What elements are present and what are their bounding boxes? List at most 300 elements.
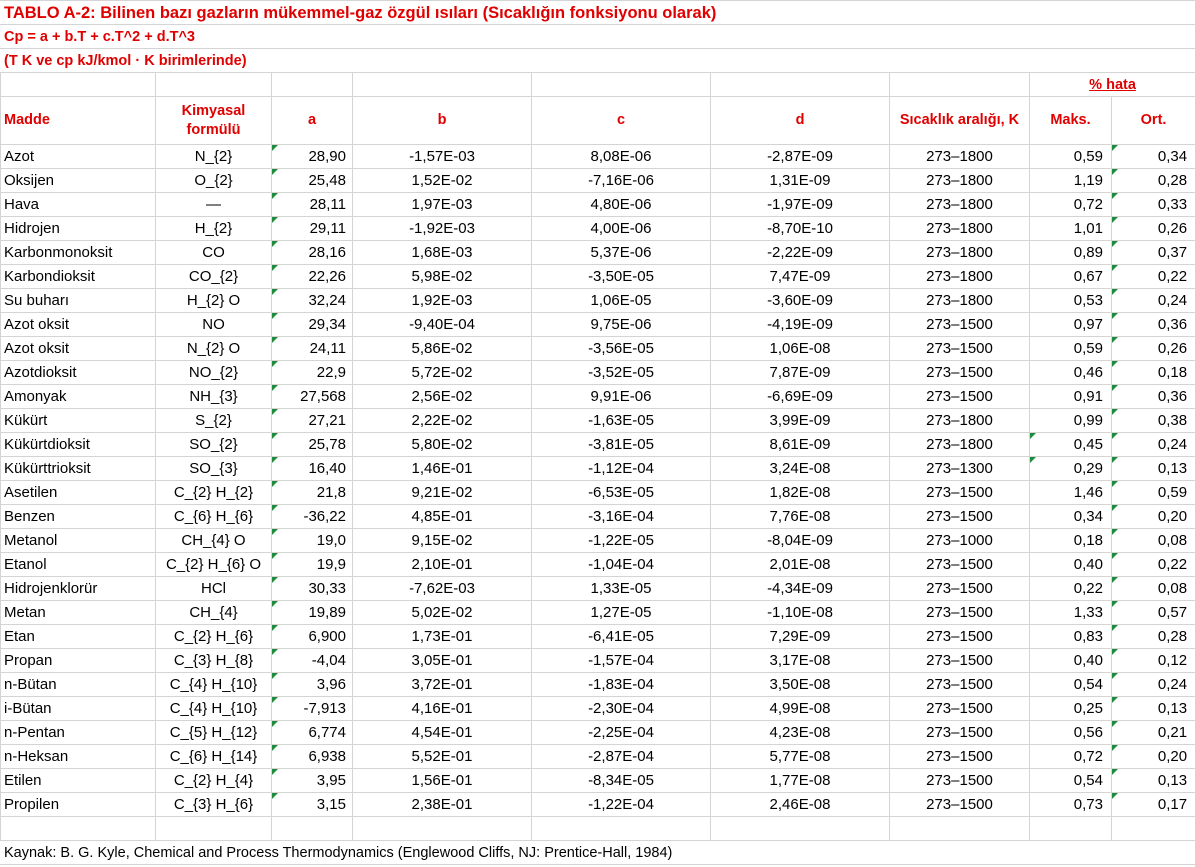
cell-c[interactable]: -8,34E-05 xyxy=(532,769,711,793)
cell-name[interactable]: Etilen xyxy=(1,769,156,793)
cell-a[interactable]: 16,40 xyxy=(272,457,353,481)
cell-avg[interactable]: 0,34 xyxy=(1112,145,1195,169)
cell-b[interactable]: 1,92E-03 xyxy=(353,289,532,313)
cell-d[interactable]: -8,70E-10 xyxy=(711,217,890,241)
cell-max[interactable]: 0,45 xyxy=(1030,433,1112,457)
cell-b[interactable]: 2,10E-01 xyxy=(353,553,532,577)
cell-max[interactable]: 1,19 xyxy=(1030,169,1112,193)
cell-a[interactable]: 19,0 xyxy=(272,529,353,553)
empty-cell[interactable] xyxy=(156,817,272,841)
cell-d[interactable]: 1,77E-08 xyxy=(711,769,890,793)
cell-max[interactable]: 0,72 xyxy=(1030,745,1112,769)
cell-b[interactable]: 9,21E-02 xyxy=(353,481,532,505)
table-row xyxy=(1,217,1195,241)
table-row xyxy=(1,529,1195,553)
cell-c[interactable]: -1,22E-05 xyxy=(532,529,711,553)
cell-range[interactable]: 273–1000 xyxy=(890,529,1030,553)
cell-formula[interactable]: CH_{4} O xyxy=(156,529,272,553)
cell-c[interactable]: 8,08E-06 xyxy=(532,145,711,169)
cell-max[interactable]: 0,83 xyxy=(1030,625,1112,649)
cell-avg[interactable]: 0,28 xyxy=(1112,625,1195,649)
cell-formula[interactable]: CO_{2} xyxy=(156,265,272,289)
cell-name[interactable]: Azotdioksit xyxy=(1,361,156,385)
cell-a[interactable]: 21,8 xyxy=(272,481,353,505)
cell-name[interactable]: Amonyak xyxy=(1,385,156,409)
cell-b[interactable]: 1,52E-02 xyxy=(353,169,532,193)
cell-b[interactable]: 1,56E-01 xyxy=(353,769,532,793)
cell-c[interactable]: 9,75E-06 xyxy=(532,313,711,337)
cell-formula[interactable]: N_{2} O xyxy=(156,337,272,361)
header-formula[interactable]: Kimyasal formülü xyxy=(156,97,272,145)
table-row xyxy=(1,625,1195,649)
cell-c[interactable]: -1,12E-04 xyxy=(532,457,711,481)
cell-name[interactable]: Hava xyxy=(1,193,156,217)
cell-c[interactable]: -2,25E-04 xyxy=(532,721,711,745)
header-row xyxy=(1,97,1195,145)
cell-name[interactable]: Kükürtdioksit xyxy=(1,433,156,457)
cell-avg[interactable]: 0,24 xyxy=(1112,673,1195,697)
cell-range[interactable]: 273–1500 xyxy=(890,553,1030,577)
cell-avg[interactable]: 0,37 xyxy=(1112,241,1195,265)
cell-d[interactable]: -4,19E-09 xyxy=(711,313,890,337)
cell-avg[interactable]: 0,13 xyxy=(1112,457,1195,481)
cell-range[interactable]: 273–1500 xyxy=(890,697,1030,721)
cell-name[interactable]: Etanol xyxy=(1,553,156,577)
cell-formula[interactable]: NO_{2} xyxy=(156,361,272,385)
cell-avg[interactable]: 0,26 xyxy=(1112,337,1195,361)
cell-b[interactable]: 5,52E-01 xyxy=(353,745,532,769)
cell-avg[interactable]: 0,33 xyxy=(1112,193,1195,217)
cell-range[interactable]: 273–1500 xyxy=(890,625,1030,649)
table-row xyxy=(1,433,1195,457)
cell-avg[interactable]: 0,57 xyxy=(1112,601,1195,625)
cell-name[interactable]: Propan xyxy=(1,649,156,673)
cell-formula[interactable]: CO xyxy=(156,241,272,265)
cell-name[interactable]: n-Pentan xyxy=(1,721,156,745)
cell-avg[interactable]: 0,59 xyxy=(1112,481,1195,505)
cell-name[interactable]: Karbondioksit xyxy=(1,265,156,289)
table-row xyxy=(1,313,1195,337)
cell-max[interactable]: 1,01 xyxy=(1030,217,1112,241)
cell-c[interactable]: 4,00E-06 xyxy=(532,217,711,241)
cell-max[interactable]: 1,46 xyxy=(1030,481,1112,505)
cell-range[interactable]: 273–1500 xyxy=(890,673,1030,697)
cell-c[interactable]: -3,56E-05 xyxy=(532,337,711,361)
cell-name[interactable]: Azot oksit xyxy=(1,313,156,337)
cell-formula[interactable]: C_{3} H_{8} xyxy=(156,649,272,673)
cell-d[interactable]: 3,50E-08 xyxy=(711,673,890,697)
cell-d[interactable]: -2,87E-09 xyxy=(711,145,890,169)
cell-b[interactable]: 3,05E-01 xyxy=(353,649,532,673)
cell-b[interactable]: 9,15E-02 xyxy=(353,529,532,553)
cell-b[interactable]: 3,72E-01 xyxy=(353,673,532,697)
cell-c[interactable]: -6,53E-05 xyxy=(532,481,711,505)
cell-name[interactable]: i-Bütan xyxy=(1,697,156,721)
cell-d[interactable]: 7,87E-09 xyxy=(711,361,890,385)
cell-d[interactable]: 2,01E-08 xyxy=(711,553,890,577)
empty-cell[interactable] xyxy=(353,817,532,841)
cell-b[interactable]: 1,46E-01 xyxy=(353,457,532,481)
cell-avg[interactable]: 0,36 xyxy=(1112,385,1195,409)
cell-b[interactable]: 2,56E-02 xyxy=(353,385,532,409)
cell-avg[interactable]: 0,18 xyxy=(1112,361,1195,385)
cp-formula[interactable]: Cp = a + b.T + c.T^2 + d.T^3 xyxy=(1,25,1195,49)
cell-range[interactable]: 273–1500 xyxy=(890,481,1030,505)
cell-d[interactable]: 7,47E-09 xyxy=(711,265,890,289)
cell-a[interactable]: 6,938 xyxy=(272,745,353,769)
cell-a[interactable]: 19,89 xyxy=(272,601,353,625)
cell-b[interactable]: 1,97E-03 xyxy=(353,193,532,217)
cell-range[interactable]: 273–1300 xyxy=(890,457,1030,481)
cell-c[interactable]: -1,83E-04 xyxy=(532,673,711,697)
cell-range[interactable]: 273–1800 xyxy=(890,265,1030,289)
cell-d[interactable]: -2,22E-09 xyxy=(711,241,890,265)
cell-range[interactable]: 273–1500 xyxy=(890,601,1030,625)
cell-formula[interactable]: C_{2} H_{4} xyxy=(156,769,272,793)
cell-name[interactable]: Azot oksit xyxy=(1,337,156,361)
cell-a[interactable]: 30,33 xyxy=(272,577,353,601)
cell-formula[interactable]: H_{2} xyxy=(156,217,272,241)
cell-range[interactable]: 273–1800 xyxy=(890,289,1030,313)
error-group-label: % hata xyxy=(1089,76,1136,93)
cell-b[interactable]: -9,40E-04 xyxy=(353,313,532,337)
cell-range[interactable]: 273–1500 xyxy=(890,385,1030,409)
cell-b[interactable]: 5,02E-02 xyxy=(353,601,532,625)
cell-max[interactable]: 0,54 xyxy=(1030,769,1112,793)
table-row xyxy=(1,193,1195,217)
cell-d[interactable]: 3,99E-09 xyxy=(711,409,890,433)
table-row xyxy=(1,745,1195,769)
cell-max[interactable]: 0,25 xyxy=(1030,697,1112,721)
cell-formula[interactable]: O_{2} xyxy=(156,169,272,193)
cell-avg[interactable]: 0,38 xyxy=(1112,409,1195,433)
cell-d[interactable]: 7,29E-09 xyxy=(711,625,890,649)
cell-formula[interactable]: NO xyxy=(156,313,272,337)
cell-b[interactable]: -1,57E-03 xyxy=(353,145,532,169)
cell-c[interactable]: -1,57E-04 xyxy=(532,649,711,673)
table-row xyxy=(1,169,1195,193)
empty-cell[interactable] xyxy=(1,817,156,841)
header-max[interactable]: Maks. xyxy=(1030,97,1112,145)
cell-range[interactable]: 273–1800 xyxy=(890,433,1030,457)
cell-name[interactable]: n-Bütan xyxy=(1,673,156,697)
cell-b[interactable]: 4,16E-01 xyxy=(353,697,532,721)
cell-formula[interactable]: C_{6} H_{14} xyxy=(156,745,272,769)
table-row xyxy=(1,409,1195,433)
cell-c[interactable]: 9,91E-06 xyxy=(532,385,711,409)
cell-a[interactable]: 25,78 xyxy=(272,433,353,457)
empty-cell[interactable] xyxy=(532,817,711,841)
cell-range[interactable]: 273–1500 xyxy=(890,745,1030,769)
cell-name[interactable]: Su buharı xyxy=(1,289,156,313)
cell-avg[interactable]: 0,24 xyxy=(1112,433,1195,457)
cell-c[interactable]: -2,30E-04 xyxy=(532,697,711,721)
cell-range[interactable]: 273–1500 xyxy=(890,313,1030,337)
cell-a[interactable]: 24,11 xyxy=(272,337,353,361)
cell-d[interactable]: -8,04E-09 xyxy=(711,529,890,553)
cell-a[interactable]: -7,913 xyxy=(272,697,353,721)
cell-b[interactable]: 5,72E-02 xyxy=(353,361,532,385)
cell-max[interactable]: 0,99 xyxy=(1030,409,1112,433)
cell-b[interactable]: -7,62E-03 xyxy=(353,577,532,601)
cell-name[interactable]: Kükürt xyxy=(1,409,156,433)
cell-avg[interactable]: 0,13 xyxy=(1112,697,1195,721)
cell-formula[interactable]: H_{2} O xyxy=(156,289,272,313)
cell-max[interactable]: 0,91 xyxy=(1030,385,1112,409)
cell-formula[interactable]: C_{6} H_{6} xyxy=(156,505,272,529)
table-row xyxy=(1,505,1195,529)
cell-a[interactable]: 29,34 xyxy=(272,313,353,337)
empty-cell[interactable] xyxy=(1030,817,1112,841)
cell-formula[interactable]: C_{3} H_{6} xyxy=(156,793,272,817)
empty-cell[interactable] xyxy=(890,817,1030,841)
cell-max[interactable]: 0,67 xyxy=(1030,265,1112,289)
cell-range[interactable]: 273–1800 xyxy=(890,241,1030,265)
cell-a[interactable]: 22,26 xyxy=(272,265,353,289)
cell-b[interactable]: 1,68E-03 xyxy=(353,241,532,265)
cell-a[interactable]: 28,11 xyxy=(272,193,353,217)
cell-name[interactable]: Asetilen xyxy=(1,481,156,505)
cell-avg[interactable]: 0,20 xyxy=(1112,505,1195,529)
cell-range[interactable]: 273–1800 xyxy=(890,193,1030,217)
cell-max[interactable]: 1,33 xyxy=(1030,601,1112,625)
title-row xyxy=(1,1,1195,25)
cell-max[interactable]: 0,54 xyxy=(1030,673,1112,697)
empty-row xyxy=(1,817,1195,841)
cell-name[interactable]: Propilen xyxy=(1,793,156,817)
cell-avg[interactable]: 0,17 xyxy=(1112,793,1195,817)
cell-c[interactable]: 1,27E-05 xyxy=(532,601,711,625)
table-row xyxy=(1,601,1195,625)
cell-max[interactable]: 0,22 xyxy=(1030,577,1112,601)
table-row xyxy=(1,385,1195,409)
cell-c[interactable]: -1,04E-04 xyxy=(532,553,711,577)
cell-c[interactable]: -3,52E-05 xyxy=(532,361,711,385)
table-row xyxy=(1,697,1195,721)
cell-max[interactable]: 0,72 xyxy=(1030,193,1112,217)
cell-formula[interactable]: HCl xyxy=(156,577,272,601)
source-citation[interactable]: Kaynak: B. G. Kyle, Chemical and Process Thermodynamics (Englewood Cliffs, NJ: Prentice-Hall, 1984) xyxy=(1,841,1195,865)
cell-name[interactable]: Hidrojenklorür xyxy=(1,577,156,601)
cell-name[interactable]: n-Heksan xyxy=(1,745,156,769)
cell-a[interactable]: 27,568 xyxy=(272,385,353,409)
cell-formula[interactable]: NH_{3} xyxy=(156,385,272,409)
cell-name[interactable]: Azot xyxy=(1,145,156,169)
cell-c[interactable]: -3,16E-04 xyxy=(532,505,711,529)
table-title[interactable]: TABLO A-2: Bilinen bazı gazların mükemmel-gaz özgül ısıları (Sıcaklığın fonksiyonu olarak) xyxy=(1,1,1195,25)
cell-range[interactable]: 273–1500 xyxy=(890,649,1030,673)
table-row xyxy=(1,265,1195,289)
cell-formula[interactable]: SO_{2} xyxy=(156,433,272,457)
cell-max[interactable]: 0,73 xyxy=(1030,793,1112,817)
cell-c[interactable]: -7,16E-06 xyxy=(532,169,711,193)
empty-cell[interactable] xyxy=(272,817,353,841)
cell-range[interactable]: 273–1800 xyxy=(890,169,1030,193)
cell-c[interactable]: -1,63E-05 xyxy=(532,409,711,433)
cell-range[interactable]: 273–1500 xyxy=(890,793,1030,817)
cell-a[interactable]: 3,95 xyxy=(272,769,353,793)
cell-avg[interactable]: 0,26 xyxy=(1112,217,1195,241)
cell-range[interactable]: 273–1800 xyxy=(890,145,1030,169)
cell-name[interactable]: Etan xyxy=(1,625,156,649)
cell-range[interactable]: 273–1500 xyxy=(890,505,1030,529)
cell-avg[interactable]: 0,24 xyxy=(1112,289,1195,313)
cell-formula[interactable]: — xyxy=(156,193,272,217)
cell-d[interactable]: 1,82E-08 xyxy=(711,481,890,505)
cell-a[interactable]: 28,16 xyxy=(272,241,353,265)
cell-avg[interactable]: 0,12 xyxy=(1112,649,1195,673)
cell-avg[interactable]: 0,13 xyxy=(1112,769,1195,793)
cell-d[interactable]: -6,69E-09 xyxy=(711,385,890,409)
empty-cell[interactable] xyxy=(1112,817,1195,841)
table-row xyxy=(1,769,1195,793)
cell-d[interactable]: 1,31E-09 xyxy=(711,169,890,193)
cell-max[interactable]: 0,89 xyxy=(1030,241,1112,265)
cell-name[interactable]: Karbonmonoksit xyxy=(1,241,156,265)
cell-name[interactable]: Hidrojen xyxy=(1,217,156,241)
cell-max[interactable]: 0,29 xyxy=(1030,457,1112,481)
cell-a[interactable]: -4,04 xyxy=(272,649,353,673)
cell-range[interactable]: 273–1800 xyxy=(890,217,1030,241)
cell-formula[interactable]: C_{4} H_{10} xyxy=(156,697,272,721)
cell-range[interactable]: 273–1500 xyxy=(890,577,1030,601)
cell-avg[interactable]: 0,28 xyxy=(1112,169,1195,193)
cell-max[interactable]: 0,40 xyxy=(1030,649,1112,673)
cell-a[interactable]: 3,96 xyxy=(272,673,353,697)
cell-range[interactable]: 273–1500 xyxy=(890,721,1030,745)
cell-c[interactable]: 4,80E-06 xyxy=(532,193,711,217)
header-avg[interactable]: Ort. xyxy=(1112,97,1195,145)
cell-a[interactable]: 32,24 xyxy=(272,289,353,313)
cell-avg[interactable]: 0,20 xyxy=(1112,745,1195,769)
cell-formula[interactable]: SO_{3} xyxy=(156,457,272,481)
cell-b[interactable]: 2,22E-02 xyxy=(353,409,532,433)
cell-formula[interactable]: S_{2} xyxy=(156,409,272,433)
header-d[interactable]: d xyxy=(711,97,890,145)
cell-name[interactable]: Oksijen xyxy=(1,169,156,193)
cell-d[interactable]: 1,06E-08 xyxy=(711,337,890,361)
cell-a[interactable]: 28,90 xyxy=(272,145,353,169)
cell-a[interactable]: 19,9 xyxy=(272,553,353,577)
cell-b[interactable]: 5,86E-02 xyxy=(353,337,532,361)
cell-a[interactable]: 25,48 xyxy=(272,169,353,193)
header-a[interactable]: a xyxy=(272,97,353,145)
header-range[interactable]: Sıcaklık aralığı, K xyxy=(890,97,1030,145)
cell-d[interactable]: 4,23E-08 xyxy=(711,721,890,745)
cell-b[interactable]: 5,98E-02 xyxy=(353,265,532,289)
cell-b[interactable]: 4,85E-01 xyxy=(353,505,532,529)
cell-avg[interactable]: 0,08 xyxy=(1112,577,1195,601)
cell-a[interactable]: -36,22 xyxy=(272,505,353,529)
cell-c[interactable]: -3,81E-05 xyxy=(532,433,711,457)
cell-formula[interactable]: C_{2} H_{2} xyxy=(156,481,272,505)
table-row xyxy=(1,241,1195,265)
cell-avg[interactable]: 0,21 xyxy=(1112,721,1195,745)
cell-b[interactable]: 1,73E-01 xyxy=(353,625,532,649)
cell-range[interactable]: 273–1500 xyxy=(890,361,1030,385)
header-substance[interactable]: Madde xyxy=(1,97,156,145)
cell-d[interactable]: -1,10E-08 xyxy=(711,601,890,625)
cell-name[interactable]: Metan xyxy=(1,601,156,625)
units-row xyxy=(1,49,1195,73)
cell-max[interactable]: 0,56 xyxy=(1030,721,1112,745)
header-b[interactable]: b xyxy=(353,97,532,145)
error-group-header[interactable] xyxy=(1030,73,1195,97)
cell-d[interactable]: 4,99E-08 xyxy=(711,697,890,721)
table-row xyxy=(1,337,1195,361)
cell-max[interactable]: 0,18 xyxy=(1030,529,1112,553)
cell-avg[interactable]: 0,08 xyxy=(1112,529,1195,553)
cell-avg[interactable]: 0,22 xyxy=(1112,553,1195,577)
cell-formula[interactable]: N_{2} xyxy=(156,145,272,169)
cell-b[interactable]: 2,38E-01 xyxy=(353,793,532,817)
header-c[interactable]: c xyxy=(532,97,711,145)
cell-c[interactable]: -6,41E-05 xyxy=(532,625,711,649)
cell-range[interactable]: 273–1800 xyxy=(890,409,1030,433)
cell-d[interactable]: 7,76E-08 xyxy=(711,505,890,529)
cell-d[interactable]: 3,17E-08 xyxy=(711,649,890,673)
cell-d[interactable]: 5,77E-08 xyxy=(711,745,890,769)
cell-max[interactable]: 0,59 xyxy=(1030,337,1112,361)
cell-d[interactable]: -1,97E-09 xyxy=(711,193,890,217)
error-group-row xyxy=(1,73,1195,97)
cell-a[interactable]: 3,15 xyxy=(272,793,353,817)
empty-cell[interactable] xyxy=(711,817,890,841)
units-note[interactable]: (T K ve cp kJ/kmol · K birimlerinde) xyxy=(1,49,1195,73)
cell-name[interactable]: Metanol xyxy=(1,529,156,553)
cell-b[interactable]: 5,80E-02 xyxy=(353,433,532,457)
cell-b[interactable]: 4,54E-01 xyxy=(353,721,532,745)
cell-name[interactable]: Benzen xyxy=(1,505,156,529)
cell-avg[interactable]: 0,36 xyxy=(1112,313,1195,337)
cell-d[interactable]: 8,61E-09 xyxy=(711,433,890,457)
cell-formula[interactable]: C_{5} H_{12} xyxy=(156,721,272,745)
cell-d[interactable]: 3,24E-08 xyxy=(711,457,890,481)
cell-avg[interactable]: 0,22 xyxy=(1112,265,1195,289)
cell-c[interactable]: 5,37E-06 xyxy=(532,241,711,265)
cell-d[interactable]: -4,34E-09 xyxy=(711,577,890,601)
cell-a[interactable]: 6,900 xyxy=(272,625,353,649)
table-row xyxy=(1,649,1195,673)
cell-a[interactable]: 29,11 xyxy=(272,217,353,241)
cell-c[interactable]: -1,22E-04 xyxy=(532,793,711,817)
cell-c[interactable]: 1,06E-05 xyxy=(532,289,711,313)
cell-max[interactable]: 0,97 xyxy=(1030,313,1112,337)
cell-formula[interactable]: C_{4} H_{10} xyxy=(156,673,272,697)
cell-max[interactable]: 0,34 xyxy=(1030,505,1112,529)
cell-c[interactable]: -3,50E-05 xyxy=(532,265,711,289)
cell-formula[interactable]: C_{2} H_{6} xyxy=(156,625,272,649)
cell-range[interactable]: 273–1500 xyxy=(890,769,1030,793)
cell-a[interactable]: 6,774 xyxy=(272,721,353,745)
cell-b[interactable]: -1,92E-03 xyxy=(353,217,532,241)
cell-c[interactable]: 1,33E-05 xyxy=(532,577,711,601)
cell-d[interactable]: -3,60E-09 xyxy=(711,289,890,313)
cell-a[interactable]: 27,21 xyxy=(272,409,353,433)
cell-max[interactable]: 0,40 xyxy=(1030,553,1112,577)
cell-name[interactable]: Kükürttrioksit xyxy=(1,457,156,481)
cell-d[interactable]: 2,46E-08 xyxy=(711,793,890,817)
cell-c[interactable]: -2,87E-04 xyxy=(532,745,711,769)
cell-a[interactable]: 22,9 xyxy=(272,361,353,385)
cell-formula[interactable]: CH_{4} xyxy=(156,601,272,625)
table-row xyxy=(1,577,1195,601)
cell-range[interactable]: 273–1500 xyxy=(890,337,1030,361)
cell-max[interactable]: 0,53 xyxy=(1030,289,1112,313)
cell-max[interactable]: 0,46 xyxy=(1030,361,1112,385)
cell-formula[interactable]: C_{2} H_{6} O xyxy=(156,553,272,577)
cell-max[interactable]: 0,59 xyxy=(1030,145,1112,169)
